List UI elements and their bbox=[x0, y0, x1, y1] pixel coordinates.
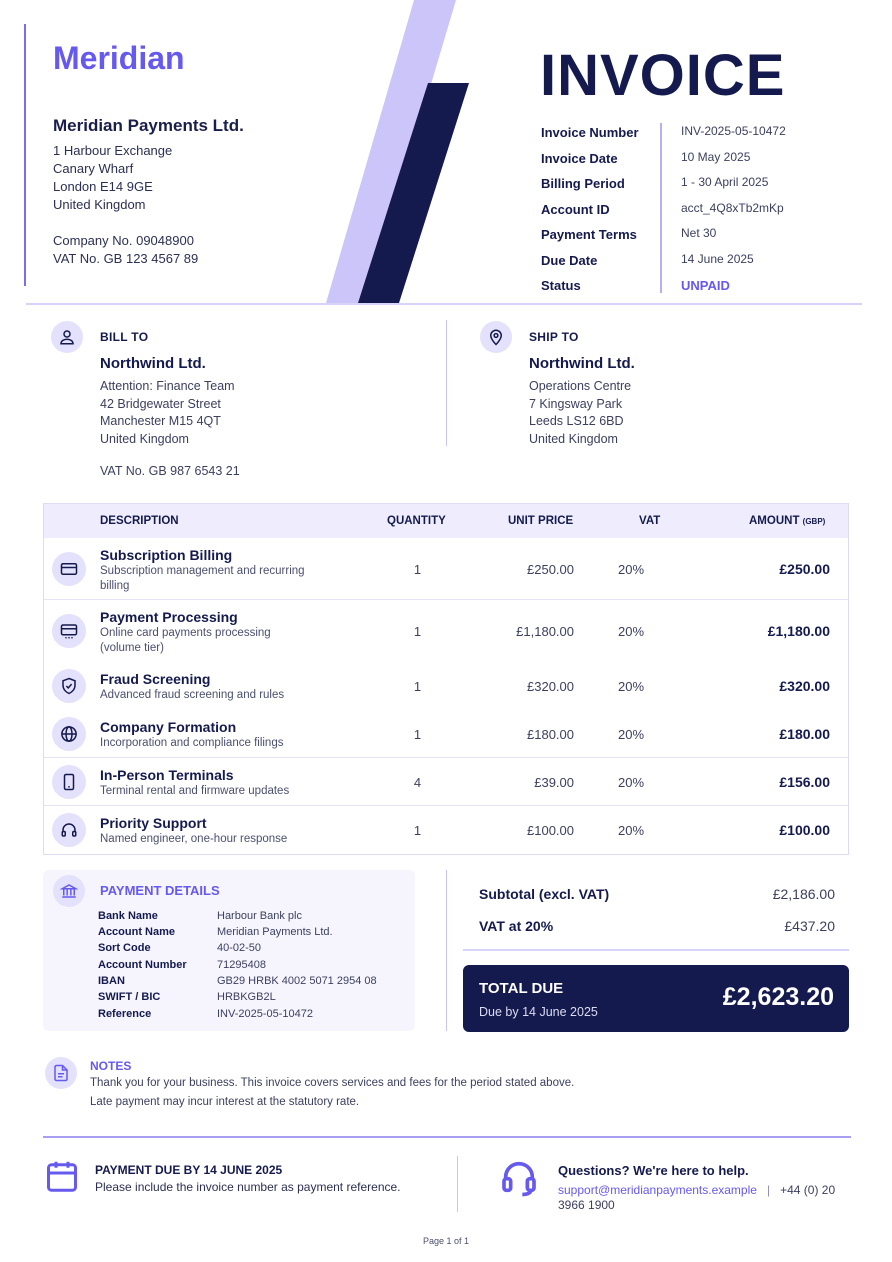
item-amount: £320.00 bbox=[779, 678, 830, 694]
item-quantity: 1 bbox=[413, 727, 422, 742]
payment-field-label: Account Number bbox=[98, 959, 187, 971]
document-icon bbox=[45, 1057, 77, 1089]
row-divider bbox=[44, 599, 848, 600]
subtotal-value: £2,186.00 bbox=[772, 886, 835, 902]
ship-to-name: Northwind Ltd. bbox=[529, 355, 635, 372]
item-description: Online card payments processing bbox=[100, 627, 271, 639]
column-header-description: DESCRIPTION bbox=[100, 515, 179, 527]
globe-icon bbox=[52, 717, 86, 751]
payment-field-value: INV-2025-05-10472 bbox=[217, 1008, 314, 1020]
support-email-link[interactable]: support@meridianpayments.example bbox=[558, 1183, 757, 1197]
item-description: Advanced fraud screening and rules bbox=[100, 689, 285, 701]
item-vat: 20% bbox=[617, 562, 645, 577]
status-badge: UNPAID bbox=[681, 278, 730, 293]
user-icon bbox=[51, 321, 83, 353]
shield-check-icon bbox=[52, 669, 86, 703]
payment-field-value: GB29 HRBK 4002 5071 2954 08 bbox=[217, 975, 377, 987]
notes-text: Late payment may incur interest at the statutory rate. bbox=[90, 1096, 360, 1108]
item-name: Priority Support bbox=[100, 815, 207, 831]
help-contact bbox=[558, 1183, 848, 1213]
item-amount: £250.00 bbox=[779, 561, 830, 577]
bill-to-line: 42 Bridgewater Street bbox=[100, 397, 221, 411]
payment-due-instruction: Please include the invoice number as payment reference. bbox=[95, 1180, 401, 1194]
item-name: Company Formation bbox=[100, 719, 237, 735]
item-quantity: 1 bbox=[413, 562, 422, 577]
page-number: Page 1 of 1 bbox=[422, 1236, 470, 1246]
payment-details-title: PAYMENT DETAILS bbox=[100, 883, 220, 898]
column-header-unit-price: UNIT PRICE bbox=[508, 515, 574, 527]
item-vat: 20% bbox=[617, 823, 645, 838]
help-title: Questions? We're here to help. bbox=[558, 1163, 749, 1178]
item-unit-price: £250.00 bbox=[527, 562, 574, 577]
item-name: Subscription Billing bbox=[100, 547, 233, 563]
meta-value-due-date: 14 June 2025 bbox=[681, 252, 754, 266]
seller-address-line: Canary Wharf bbox=[53, 161, 134, 176]
footer-divider bbox=[43, 1136, 851, 1138]
phone-icon bbox=[52, 765, 86, 799]
payment-field-label: SWIFT / BIC bbox=[98, 991, 161, 1003]
item-unit-price: £100.00 bbox=[527, 823, 574, 838]
brand-accent-rule bbox=[24, 24, 26, 286]
decorative-stripes bbox=[320, 0, 480, 305]
ship-to-label: SHIP TO bbox=[529, 330, 579, 344]
total-due-label: TOTAL DUE bbox=[479, 980, 564, 997]
vat-total-value: £437.20 bbox=[784, 918, 835, 934]
item-description: Subscription management and recurring bbox=[100, 565, 305, 577]
bill-to-line: United Kingdom bbox=[100, 432, 189, 446]
column-header-vat: VAT bbox=[639, 515, 661, 527]
meta-value-payment-terms: Net 30 bbox=[681, 226, 717, 240]
item-amount: £156.00 bbox=[779, 774, 830, 790]
bill-to-line: Manchester M15 4QT bbox=[100, 414, 221, 428]
vat-total-label: VAT at 20% bbox=[479, 918, 554, 934]
payment-field-value: HRBKGB2L bbox=[217, 991, 276, 1003]
item-vat: 20% bbox=[617, 775, 645, 790]
item-quantity: 4 bbox=[413, 775, 422, 790]
payment-field-value: Meridian Payments Ltd. bbox=[217, 926, 333, 938]
bill-ship-divider bbox=[446, 320, 447, 446]
item-quantity: 1 bbox=[413, 679, 422, 694]
header-divider bbox=[26, 303, 862, 305]
seller-company-number: Company No. 09048900 bbox=[53, 233, 194, 248]
item-unit-price: £1,180.00 bbox=[516, 624, 574, 639]
bill-to-name: Northwind Ltd. bbox=[100, 355, 206, 372]
support-phone[interactable]: +44 (0) 20 3966 1900 bbox=[558, 1183, 836, 1212]
meta-label-payment-terms: Payment Terms bbox=[541, 227, 637, 242]
seller-address-line: 1 Harbour Exchange bbox=[53, 143, 173, 158]
bill-to-label: BILL TO bbox=[100, 330, 149, 344]
payment-field-value: Harbour Bank plc bbox=[217, 910, 302, 922]
headset-icon bbox=[52, 813, 86, 847]
meta-value-invoice-date: 10 May 2025 bbox=[681, 150, 751, 164]
item-quantity: 1 bbox=[413, 624, 422, 639]
payment-field-label: Bank Name bbox=[98, 910, 158, 922]
subtotal-label: Subtotal (excl. VAT) bbox=[479, 886, 610, 902]
payment-field-value: 40-02-50 bbox=[217, 942, 262, 954]
payment-field-value: 71295408 bbox=[217, 959, 266, 971]
column-header-quantity: QUANTITY bbox=[387, 515, 446, 527]
amount-currency-unit: (GBP) bbox=[802, 517, 826, 526]
meta-label-invoice-number: Invoice Number bbox=[541, 125, 639, 140]
meta-divider bbox=[660, 123, 662, 293]
bill-to-line: Attention: Finance Team bbox=[100, 379, 235, 393]
notes-title: NOTES bbox=[90, 1059, 132, 1073]
item-unit-price: £180.00 bbox=[527, 727, 574, 742]
total-due-date: Due by 14 June 2025 bbox=[479, 1005, 598, 1019]
brand-logo-text: Meridian bbox=[53, 40, 185, 76]
card-terminal-icon bbox=[52, 614, 86, 648]
item-vat: 20% bbox=[617, 727, 645, 742]
summary-rule bbox=[463, 949, 849, 951]
meta-value-account-id: acct_4Q8xTb2mKp bbox=[681, 201, 784, 215]
meta-value-invoice-number: INV-2025-05-10472 bbox=[681, 124, 786, 138]
notes-text: Thank you for your business. This invoice covers services and fees for the period stated above. bbox=[90, 1077, 575, 1089]
summary-divider bbox=[446, 870, 447, 1031]
meta-label-billing-period: Billing Period bbox=[541, 176, 625, 191]
meta-label-invoice-date: Invoice Date bbox=[541, 151, 618, 166]
item-quantity: 1 bbox=[413, 823, 422, 838]
ship-to-line: United Kingdom bbox=[529, 432, 618, 446]
bank-icon bbox=[53, 875, 85, 907]
document-title: INVOICE bbox=[540, 43, 786, 108]
payment-field-label: Reference bbox=[98, 1008, 152, 1020]
seller-vat-number: VAT No. GB 123 4567 89 bbox=[53, 251, 199, 266]
bill-to-vat-number: VAT No. GB 987 6543 21 bbox=[100, 464, 240, 478]
payment-due-title: PAYMENT DUE BY 14 JUNE 2025 bbox=[95, 1163, 283, 1177]
item-name: Fraud Screening bbox=[100, 671, 211, 687]
item-vat: 20% bbox=[617, 624, 645, 639]
item-description: billing bbox=[100, 580, 130, 592]
payment-field-label: Sort Code bbox=[98, 942, 151, 954]
seller-address-line: United Kingdom bbox=[53, 197, 146, 212]
item-name: In-Person Terminals bbox=[100, 767, 234, 783]
ship-to-line: Leeds LS12 6BD bbox=[529, 414, 624, 428]
item-description: (volume tier) bbox=[100, 642, 164, 654]
contact-separator: | bbox=[766, 1183, 771, 1197]
ship-to-line: Operations Centre bbox=[529, 379, 632, 393]
support-headset-icon bbox=[499, 1157, 539, 1197]
item-vat: 20% bbox=[617, 679, 645, 694]
meta-label-due-date: Due Date bbox=[541, 253, 598, 268]
payment-field-label: Account Name bbox=[98, 926, 176, 938]
item-unit-price: £39.00 bbox=[534, 775, 574, 790]
row-divider bbox=[44, 757, 848, 758]
item-amount: £180.00 bbox=[779, 726, 830, 742]
item-unit-price: £320.00 bbox=[527, 679, 574, 694]
item-description: Named engineer, one-hour response bbox=[100, 833, 288, 845]
item-description: Terminal rental and firmware updates bbox=[100, 785, 290, 797]
meta-label-account-id: Account ID bbox=[541, 202, 610, 217]
card-icon bbox=[52, 552, 86, 586]
meta-label-status: Status bbox=[541, 278, 581, 293]
seller-name: Meridian Payments Ltd. bbox=[53, 116, 244, 135]
footer-mid-divider bbox=[457, 1156, 458, 1212]
seller-address-line: London E14 9GE bbox=[53, 179, 153, 194]
item-name: Payment Processing bbox=[100, 609, 238, 625]
location-pin-icon bbox=[480, 321, 512, 353]
row-divider bbox=[44, 805, 848, 806]
meta-value-billing-period: 1 - 30 April 2025 bbox=[681, 175, 769, 189]
payment-field-label: IBAN bbox=[98, 975, 125, 987]
column-header-amount bbox=[749, 515, 825, 527]
item-amount: £100.00 bbox=[779, 822, 830, 838]
ship-to-line: 7 Kingsway Park bbox=[529, 397, 623, 411]
item-description: Incorporation and compliance filings bbox=[100, 737, 284, 749]
total-due-amount: £2,623.20 bbox=[722, 983, 834, 1011]
calendar-icon bbox=[44, 1158, 80, 1194]
amount-label: AMOUNT bbox=[749, 515, 800, 527]
item-amount: £1,180.00 bbox=[767, 623, 830, 639]
